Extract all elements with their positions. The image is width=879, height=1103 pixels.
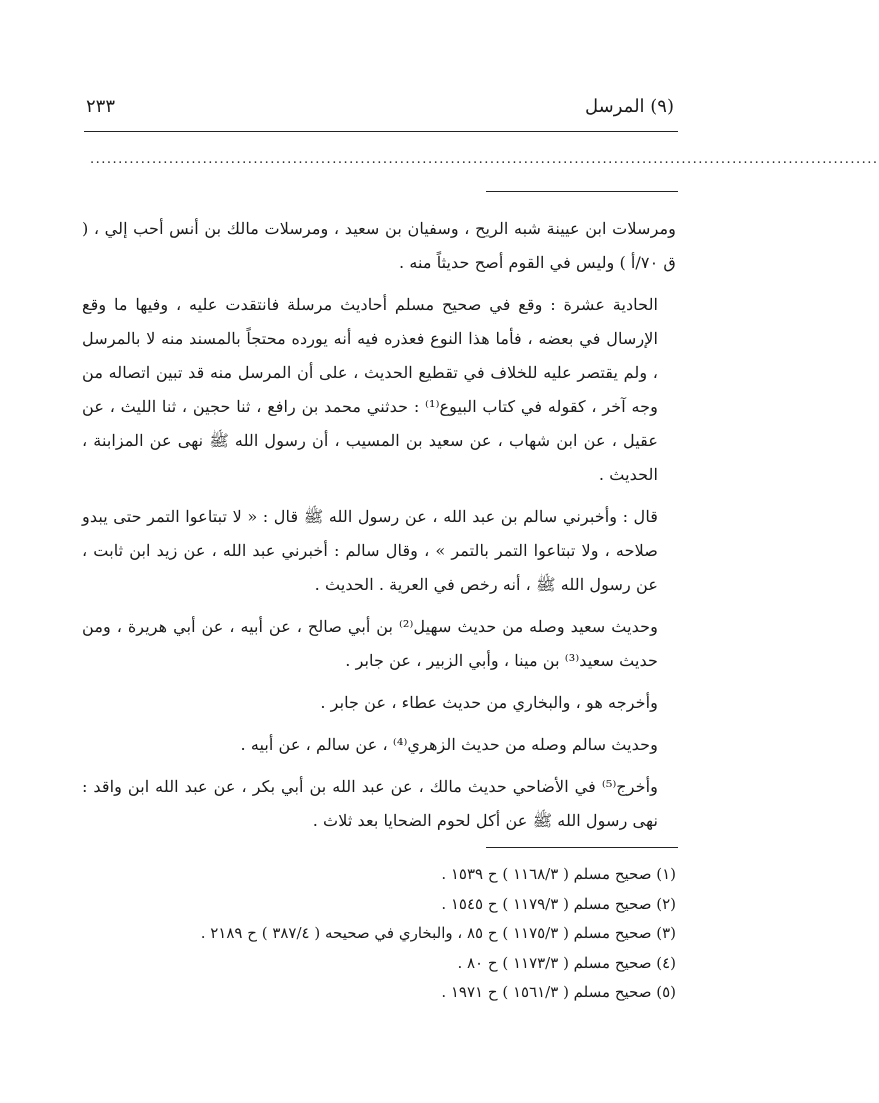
footnote-rule bbox=[486, 847, 678, 848]
footnote: (٤) صحيح مسلم ( ١١٧٣/٣ ) ح ٨٠ . bbox=[457, 953, 676, 972]
paragraph: وأخرج⁽⁵⁾ في الأضاحي حديث مالك ، عن عبد الله بن أبي بكر ، عن عبد الله ابن واقد : نهى رسول الله ﷺ عن أكل لحوم الضحايا بعد ثلاث . bbox=[82, 777, 658, 830]
footnotes bbox=[82, 860, 676, 1008]
footnote: (٥) صحيح مسلم ( ١٥٦١/٣ ) ح ١٩٧١ . bbox=[441, 983, 676, 1001]
footnote: (٢) صحيح مسلم ( ١١٧٩/٣ ) ح ١٥٤٥ . bbox=[441, 894, 676, 913]
paragraph: وحديث سعيد وصله من حديث سهيل⁽²⁾ بن أبي صالح ، عن أبيه ، عن أبي هريرة ، ومن حديث سعيد⁽³⁾ بن مينا ، وأبي الزبير ، عن جابر . bbox=[82, 617, 658, 670]
footnote: (١) صحيح مسلم ( ١١٦٨/٣ ) ح ١٥٣٩ . bbox=[441, 865, 676, 883]
section-rule bbox=[486, 191, 678, 192]
main-text bbox=[82, 212, 676, 846]
paragraph: الحادية عشرة : وقع في صحيح مسلم أحاديث مرسلة فانتقدت عليه ، وفيها ما وقع الإرسال في بعضه ، فأما هذا النوع فعذره فيه أنه يورده محتجاً بالمسند منه لا بالمرسل ، ولم يقتصر عليه للخلاف في تقطيع الحديث ، على أن المرسل منه قد تبين اتصاله من وجه آخر ، كقوله في كتاب البيوع⁽¹⁾ : حدثني محمد بن رافع ، ثنا حجين ، ثنا الليث ، عن عقيل ، عن ابن شهاب ، عن سعيد بن المسيب ، أن رسول الله ﷺ نهى عن المزابنة ، الحديث . bbox=[82, 295, 658, 484]
chapter-title: (٩) المرسل bbox=[585, 96, 674, 117]
header-rule bbox=[84, 131, 678, 132]
paragraph: ومرسلات ابن عيينة شبه الريح ، وسفيان بن سعيد ، ومرسلات مالك بن أنس أحب إلي ، ( ق ٧٠/أ ) وليس في القوم أصح حديثاً منه . bbox=[82, 219, 676, 272]
paragraph: قال : وأخبرني سالم بن عبد الله ، عن رسول الله ﷺ قال : « لا تبتاعوا التمر حتى يبدو صلاحه ، ولا تبتاعوا التمر بالتمر » ، وقال سالم : أخبرني عبد الله ، عن زيد ابن ثابت ، عن رسول الله ﷺ ، أنه رخص في العرية . الحديث . bbox=[82, 507, 658, 594]
paragraph: وأخرجه هو ، والبخاري من حديث عطاء ، عن جابر . bbox=[320, 693, 658, 712]
dotted-separator: ............................................................................................................................................ bbox=[90, 152, 879, 167]
footnote: (٣) صحيح مسلم ( ١١٧٥/٣ ) ح ٨٥ ، والبخاري في صحيحه ( ٣٨٧/٤ ) ح ٢١٨٩ . bbox=[200, 924, 676, 942]
page-number: ٢٣٣ bbox=[86, 96, 116, 117]
paragraph: وحديث سالم وصله من حديث الزهري⁽⁴⁾ ، عن سالم ، عن أبيه . bbox=[240, 735, 658, 754]
